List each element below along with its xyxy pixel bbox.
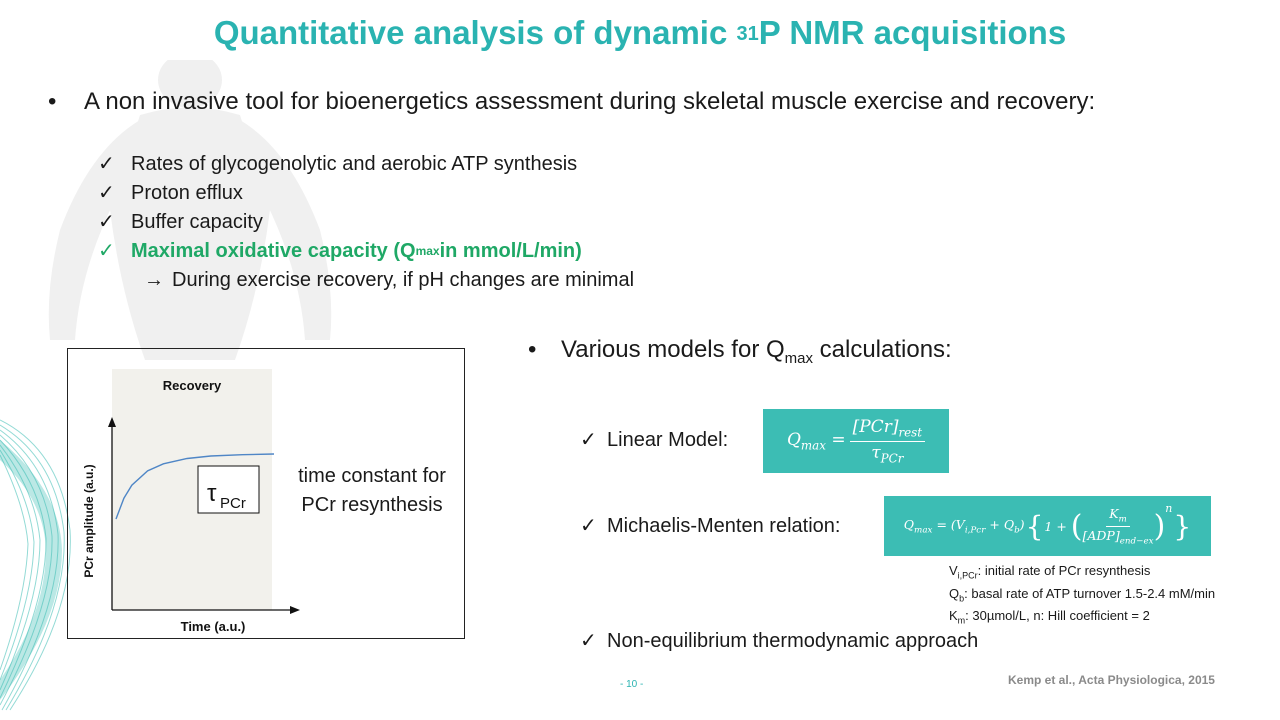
bullet-marker: • [48, 88, 57, 115]
page-number: - 10 - [620, 679, 644, 690]
slide-title: Quantitative analysis of dynamic $^{31}$P NMR acquisitions [213, 14, 1067, 51]
arrow-icon: → [144, 269, 164, 291]
check-icon: ✓ [98, 182, 115, 204]
equation-notes [949, 562, 1215, 630]
main-bullet-text: A non invasive tool for bioenergetics assessment during skeletal muscle exercise and recovery: [84, 88, 1096, 115]
note-line: $Q_b$: basal rate of ATP turnover 1.5-2.4 mM/min [949, 585, 1216, 604]
model-linear: ✓ Linear Model: [580, 429, 729, 451]
tau-annotation: time constant for PCr resynthesis [298, 465, 446, 516]
check-icon: ✓ [580, 515, 597, 537]
x-axis-label: Time (a.u.) [180, 619, 246, 634]
highlighted-list-item: ✓ Maximal oxidative capacity (Q max in mmol/L/min) [98, 237, 634, 266]
check-icon: ✓ [98, 211, 115, 233]
y-axis-label: PCr amplitude (a.u.) [82, 464, 96, 578]
michaelis-menten-equation: $Q_{max} = (V_{i,Pcr} + Q_b)$ { 1 + ( $\frac{K_m}{[ADP]_{end-ex}}$ ) n } [884, 496, 1211, 556]
sub-point: → During exercise recovery, if pH changes are minimal [144, 266, 634, 295]
citation: Kemp et al., Acta Physiologica, 2015 [1008, 673, 1215, 687]
checklist [98, 150, 634, 295]
recovery-region-label: Recovery [162, 378, 222, 393]
model-non-equilibrium: ✓ Non-equilibrium thermodynamic approach [580, 630, 979, 652]
linear-model-equation: $Q_{max}$ = $\frac{[PCr]_{rest}}{\tau_{PCr}}$ [763, 409, 949, 473]
list-item: ✓ Proton efflux [98, 179, 634, 208]
note-line: $K_m$: 30µmol/L, n: Hill coefficient = 2 [949, 608, 1150, 626]
model-michaelis-menten: ✓ Michaelis-Menten relation: [580, 515, 841, 537]
tau-pcr-subscript: PCr [220, 495, 246, 512]
bullet-marker: • [528, 336, 537, 363]
check-icon: ✓ [580, 630, 597, 652]
x-axis-arrow [290, 606, 300, 614]
check-icon: ✓ [580, 429, 597, 451]
check-icon: ✓ [98, 153, 115, 175]
models-bullet: • Various models for $Q_{max}$ calculations: [528, 336, 952, 367]
list-item: ✓ Buffer capacity [98, 208, 634, 237]
check-icon: ✓ [98, 240, 115, 262]
note-line: $V_{i,PCr}$: initial rate of PCr resynthesis [949, 563, 1151, 581]
tau-pcr-label: τ [207, 480, 217, 507]
list-item: ✓ Rates of glycogenolytic and aerobic ATP synthesis [98, 150, 634, 179]
main-bullet [48, 88, 1095, 116]
